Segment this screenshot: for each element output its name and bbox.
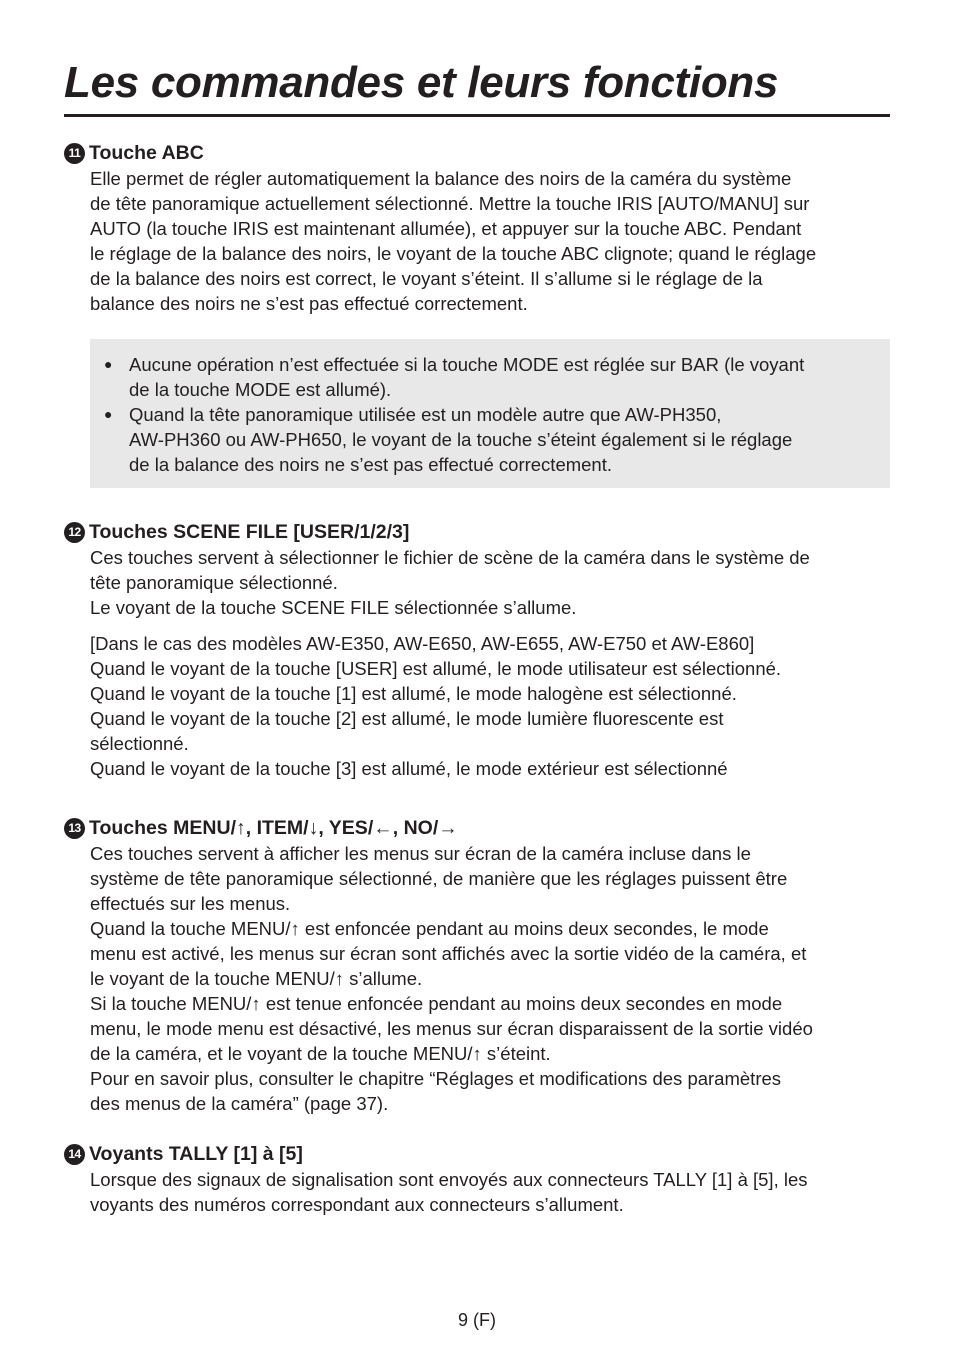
text-line: des menus de la caméra” (page 37). <box>90 1093 389 1114</box>
page-title: Les commandes et leurs fonctions <box>64 56 890 117</box>
bullet-icon: ● <box>104 356 113 372</box>
text-line: Le voyant de la touche SCENE FILE sélectionnée s’allume. <box>90 597 577 618</box>
text-line: AUTO (la touche IRIS est maintenant allumée), et appuyer sur la touche ABC. Pendant <box>90 218 802 239</box>
text-line: menu, le mode menu est désactivé, les menus sur écran disparaissent de la sortie vidéo <box>90 1018 813 1039</box>
text-line: système de tête panoramique sélectionné, de manière que les réglages puissent être <box>90 868 788 889</box>
number-14-icon: 14 <box>64 1144 85 1165</box>
heading-text: Voyants TALLY [1] à [5] <box>89 1143 303 1165</box>
text-line: de la touche MODE est allumé). <box>129 379 392 400</box>
heading-text: Touches MENU/↑, ITEM/↓, YES/←, NO/→ <box>89 817 458 839</box>
section-heading <box>64 1141 894 1167</box>
text-line: Elle permet de régler automatiquement la balance des noirs de la caméra du système <box>90 168 792 189</box>
text-line: Quand le voyant de la touche [2] est allumé, le mode lumière fluorescente est <box>90 708 724 729</box>
text-line: de la balance des noirs est correct, le voyant s’éteint. Il s’allume si le réglage de la <box>90 268 763 289</box>
text-line: Quand le voyant de la touche [1] est allumé, le mode halogène est sélectionné. <box>90 683 737 704</box>
text-line: Lorsque des signaux de signalisation sont envoyés aux connecteurs TALLY [1] à [5], les <box>90 1169 808 1190</box>
text-line: AW-PH360 ou AW-PH650, le voyant de la touche s’éteint également si le réglage <box>129 429 793 450</box>
text-line: balance des noirs ne s’est pas effectué correctement. <box>90 293 528 314</box>
text-line: de la caméra, et le voyant de la touche MENU/↑ s’éteint. <box>90 1043 551 1064</box>
text-line: menu est activé, les menus sur écran sont affichés avec la sortie vidéo de la caméra, et <box>90 943 807 964</box>
bullet-icon: ● <box>104 406 113 422</box>
section-body <box>90 1167 894 1217</box>
section-heading <box>64 519 894 545</box>
text-line: voyants des numéros correspondant aux connecteurs s’allument. <box>90 1194 624 1215</box>
number-13-icon: 13 <box>64 818 85 839</box>
text-line: effectués sur les menus. <box>90 893 291 914</box>
section-body <box>90 545 894 781</box>
text-line: le voyant de la touche MENU/↑ s’allume. <box>90 968 423 989</box>
text-line: de la balance des noirs ne s’est pas effectué correctement. <box>129 454 612 475</box>
text-line: sélectionné. <box>90 733 189 754</box>
text-line: Aucune opération n’est effectuée si la touche MODE est réglée sur BAR (le voyant <box>129 354 805 375</box>
text-line: Quand le voyant de la touche [3] est allumé, le mode extérieur est sélectionné <box>90 758 728 779</box>
heading-text: Touche ABC <box>89 142 204 164</box>
section-scene-file <box>64 519 894 781</box>
text-line: [Dans le cas des modèles AW-E350, AW-E650, AW-E655, AW-E750 et AW-E860] <box>90 633 755 654</box>
section-touche-abc <box>64 140 894 316</box>
section-menu-keys <box>64 815 894 1116</box>
note-box <box>90 339 890 488</box>
text-line: Quand le voyant de la touche [USER] est allumé, le mode utilisateur est sélectionné. <box>90 658 782 679</box>
number-12-icon: 12 <box>64 522 85 543</box>
text-line: le réglage de la balance des noirs, le voyant de la touche ABC clignote; quand le réglage <box>90 243 817 264</box>
text-line: tête panoramique sélectionné. <box>90 572 338 593</box>
text-line: Ces touches servent à afficher les menus sur écran de la caméra incluse dans le <box>90 843 751 864</box>
text-line: Ces touches servent à sélectionner le fichier de scène de la caméra dans le système de <box>90 547 810 568</box>
section-heading <box>64 140 894 166</box>
page-number: 9 (F) <box>458 1310 496 1330</box>
section-tally <box>64 1141 894 1217</box>
heading-text: Touches SCENE FILE [USER/1/2/3] <box>89 521 410 543</box>
text-line: Si la touche MENU/↑ est tenue enfoncée pendant au moins deux secondes en mode <box>90 993 783 1014</box>
text-line: de tête panoramique actuellement sélectionné. Mettre la touche IRIS [AUTO/MANU] sur <box>90 193 810 214</box>
note-item <box>104 402 874 477</box>
note-item <box>104 352 874 402</box>
text-line: Quand la tête panoramique utilisée est un modèle autre que AW-PH350, <box>129 404 722 425</box>
text-line: Quand la touche MENU/↑ est enfoncée pendant au moins deux secondes, le mode <box>90 918 769 939</box>
section-body <box>90 841 894 1116</box>
text-line: Pour en savoir plus, consulter le chapitre “Réglages et modifications des paramètres <box>90 1068 782 1089</box>
number-11-icon: 11 <box>64 143 85 164</box>
section-body <box>90 166 894 316</box>
section-heading <box>64 815 894 841</box>
